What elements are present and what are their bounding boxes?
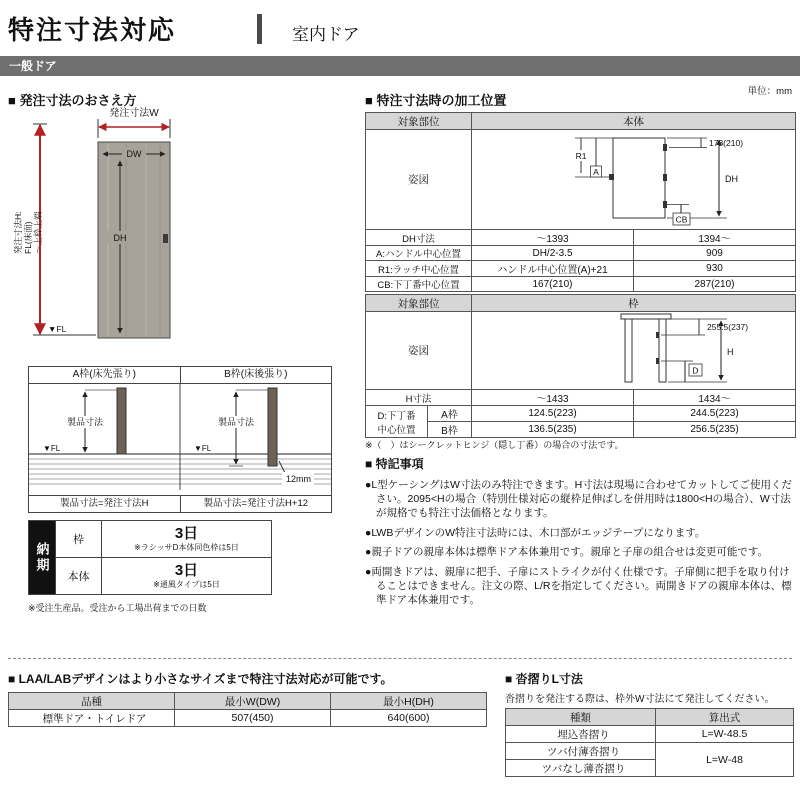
note-item-4: ●両開きドアは、親扉に把手、子扉にストライクが付く仕様です。子扉側に把手を取り付けることはできません。注文の際、L/Rを指定してください。両開きドアの親扉本体は、標準ドア本体兼用です。 — [365, 566, 792, 607]
threshold-h1: 種類 — [506, 709, 656, 726]
frame-d-row-b-c2: 256.5(235) — [634, 422, 796, 438]
order-h-dimension-label — [13, 146, 44, 254]
note-item-2: ●LWBデザインのW特注寸法時には、木口部がエッジテープになります。 — [365, 526, 706, 539]
product-dim-a: 製品寸法 — [66, 417, 104, 427]
frame-d-row-b-frame: B枠 — [428, 422, 472, 438]
dw-label: DW — [126, 149, 142, 159]
delivery-part-frame: 枠 — [56, 521, 102, 558]
body-row-dh-c1: ～1393 — [472, 230, 634, 246]
frame-figure-diagram — [475, 312, 793, 386]
min-size-w: 507(450) — [175, 710, 331, 727]
threshold-formula-2: L=W-48 — [656, 743, 794, 777]
delivery-footnote: ※受注生産品。受注から工場出荷までの日数 — [28, 603, 207, 613]
page-title: 特注寸法対応 — [8, 15, 177, 45]
delivery-label: 納期 — [34, 541, 50, 574]
body-row-r1-label: R1:ラッチ中心位置 — [366, 261, 472, 277]
frame-row-h-c2: 1434～ — [634, 390, 796, 406]
threshold-table — [505, 708, 794, 777]
delivery-table — [28, 520, 272, 595]
body-row-dh-label: DH寸法 — [366, 230, 472, 246]
body-row-dh-c2: 1394～ — [634, 230, 796, 246]
delivery-note-body: ※通風タイプは5日 — [153, 580, 220, 590]
threshold-desc: 沓摺りを発注する際は、枠外W寸法にて発注してください。 — [505, 694, 775, 705]
delivery-value-frame — [102, 521, 272, 558]
body-row-cb-c1: 167(210) — [472, 277, 634, 292]
frame-panel-headers — [29, 367, 331, 384]
min-size-title: ■ LAA/LABデザインはより小さなサイズまで特注寸法対応が可能です。 — [8, 672, 393, 686]
dh-label: DH — [113, 233, 127, 243]
body-part-header: 対象部位 — [366, 113, 472, 130]
fig-cb-label: CB — [675, 214, 687, 225]
order-h-line2: FL(床面) — [23, 221, 34, 254]
section-processing-title: ■ 特注寸法時の加工位置 — [365, 93, 507, 108]
title-divider — [257, 14, 262, 44]
min-size-h3: 最小H(DH) — [331, 693, 487, 710]
secret-hinge-note: ※（ ）はシークレットヒンジ（隠し丁番）の場合の寸法です。 — [365, 440, 624, 450]
threshold-formula-1: L=W-48.5 — [656, 726, 794, 743]
delivery-days-body: 3日 — [174, 561, 199, 579]
body-figure-cell — [472, 130, 796, 230]
special-notes — [365, 455, 797, 614]
body-row-a-c1: DH/2-3.5 — [472, 246, 634, 261]
frame-d-label-cell — [366, 406, 428, 438]
min-size-product: 標準ドア・トイレドア — [9, 710, 175, 727]
unit-label: 単位：mm — [747, 86, 792, 97]
body-row-r1-c2: 930 — [634, 261, 796, 277]
frame-figure-label: 姿図 — [366, 312, 472, 390]
body-row-cb-label: CB:下丁番中心位置 — [366, 277, 472, 292]
frame-a-formula: 製品寸法=発注寸法H — [29, 496, 181, 512]
delivery-note-frame: ※ラシッサD本体同色枠は5日 — [134, 543, 239, 553]
door-handle — [163, 234, 168, 243]
body-row-cb-c2: 287(210) — [634, 277, 796, 292]
delivery-part-body: 本体 — [56, 558, 102, 595]
threshold-h2: 算出式 — [656, 709, 794, 726]
order-dimension-diagram — [0, 104, 340, 362]
fig-frame-top-label: 255.5(237) — [706, 322, 748, 332]
frame-a-header: A枠(床先張り) — [29, 367, 181, 383]
threshold-type-1: 埋込沓摺り — [506, 726, 656, 743]
fig-door — [613, 138, 665, 218]
body-processing-table — [365, 112, 796, 292]
frame-row-h-label: H寸法 — [366, 390, 472, 406]
special-notes-title: ■ 特記事項 — [365, 457, 424, 471]
frame-d-row-a-frame: A枠 — [428, 406, 472, 422]
fig-dh-label: DH — [724, 174, 738, 184]
frame-figure-cell — [472, 312, 796, 390]
min-size-table — [8, 692, 487, 727]
frame-part-header: 対象部位 — [366, 295, 472, 312]
fl-a: ▼FL — [43, 444, 61, 453]
fl-label: ▼FL — [48, 324, 67, 334]
frame-section-diagram — [29, 384, 331, 490]
fl-b: ▼FL — [194, 444, 212, 453]
fig-h-label: H — [726, 347, 733, 357]
bottom-divider — [8, 658, 792, 659]
fig-frame — [621, 314, 671, 382]
body-figure-diagram — [475, 130, 793, 226]
note-item-3: ●親子ドアの親扉本体は標準ドア本体兼用です。親扉と子扉の組合せは変更可能です。 — [365, 546, 769, 559]
frame-d-label-1: D:下丁番 — [377, 410, 416, 422]
min-size-h2: 最小W(DW) — [175, 693, 331, 710]
gap-label: 12mm — [286, 474, 312, 484]
fig-a-label: A — [592, 167, 599, 177]
threshold-type-2: ツバ付薄沓摺り — [506, 743, 656, 760]
frame-d-row-a-c1: 124.5(223) — [472, 406, 634, 422]
frame-d-label-2: 中心位置 — [377, 424, 416, 436]
body-row-r1-c1: ハンドル中心位置(A)+21 — [472, 261, 634, 277]
frame-d-row-b-c1: 136.5(235) — [472, 422, 634, 438]
delivery-label-cell — [29, 521, 56, 595]
note-item-1: ●L型ケーシングはW寸法のみ特注できます。H寸法は現場に合わせてカットしてご使用ください。2095<Hの場合（特別仕様対応の縦枠足伸ばしを併用時は1800<Hの場合）、W寸法が規格でも特注寸法価格となります。 — [365, 479, 793, 519]
body-figure-label: 姿図 — [366, 130, 472, 230]
body-row-a-c2: 909 — [634, 246, 796, 261]
fig-d-label: D — [691, 365, 699, 376]
frame-processing-table — [365, 294, 796, 438]
frame-panel-formulas — [29, 495, 331, 512]
frame-b-formula: 製品寸法=発注寸法H+12 — [203, 498, 309, 509]
body-target-header: 本体 — [472, 113, 796, 130]
order-h-line3: ～上枠上端 — [33, 211, 44, 254]
frame-target-header: 枠 — [472, 295, 796, 312]
section-order-dims-title: ■ 発注寸法のおさえ方 — [8, 93, 137, 108]
product-dim-b: 製品寸法 — [217, 417, 255, 427]
order-h-line1: 発注寸法H: — [13, 211, 23, 254]
frame-b-header: B枠(床後張り) — [224, 369, 288, 380]
delivery-days-frame: 3日 — [174, 524, 199, 542]
body-row-a-label: A:ハンドル中心位置 — [366, 246, 472, 261]
page-subtitle: 室内ドア — [292, 25, 360, 44]
threshold-title: ■ 沓摺りL寸法 — [505, 672, 583, 686]
fig-top-hinge-label: 173(210) — [708, 138, 743, 148]
frame-d-row-a-c2: 244.5(223) — [634, 406, 796, 422]
fig-top-hinge-dim — [667, 138, 707, 148]
min-size-h: 640(600) — [331, 710, 487, 727]
delivery-value-body — [102, 558, 272, 595]
min-size-h1: 品種 — [9, 693, 175, 710]
frame-row-h-c1: ～1433 — [472, 390, 634, 406]
frame-comparison-panel — [28, 366, 332, 513]
order-w-label: 発注寸法W — [109, 108, 159, 119]
threshold-type-3: ツバなし薄沓摺り — [506, 760, 656, 777]
category-bar: 一般ドア — [0, 56, 800, 76]
order-w-ticks — [98, 119, 170, 138]
fig-r1-label: R1 — [575, 151, 586, 161]
